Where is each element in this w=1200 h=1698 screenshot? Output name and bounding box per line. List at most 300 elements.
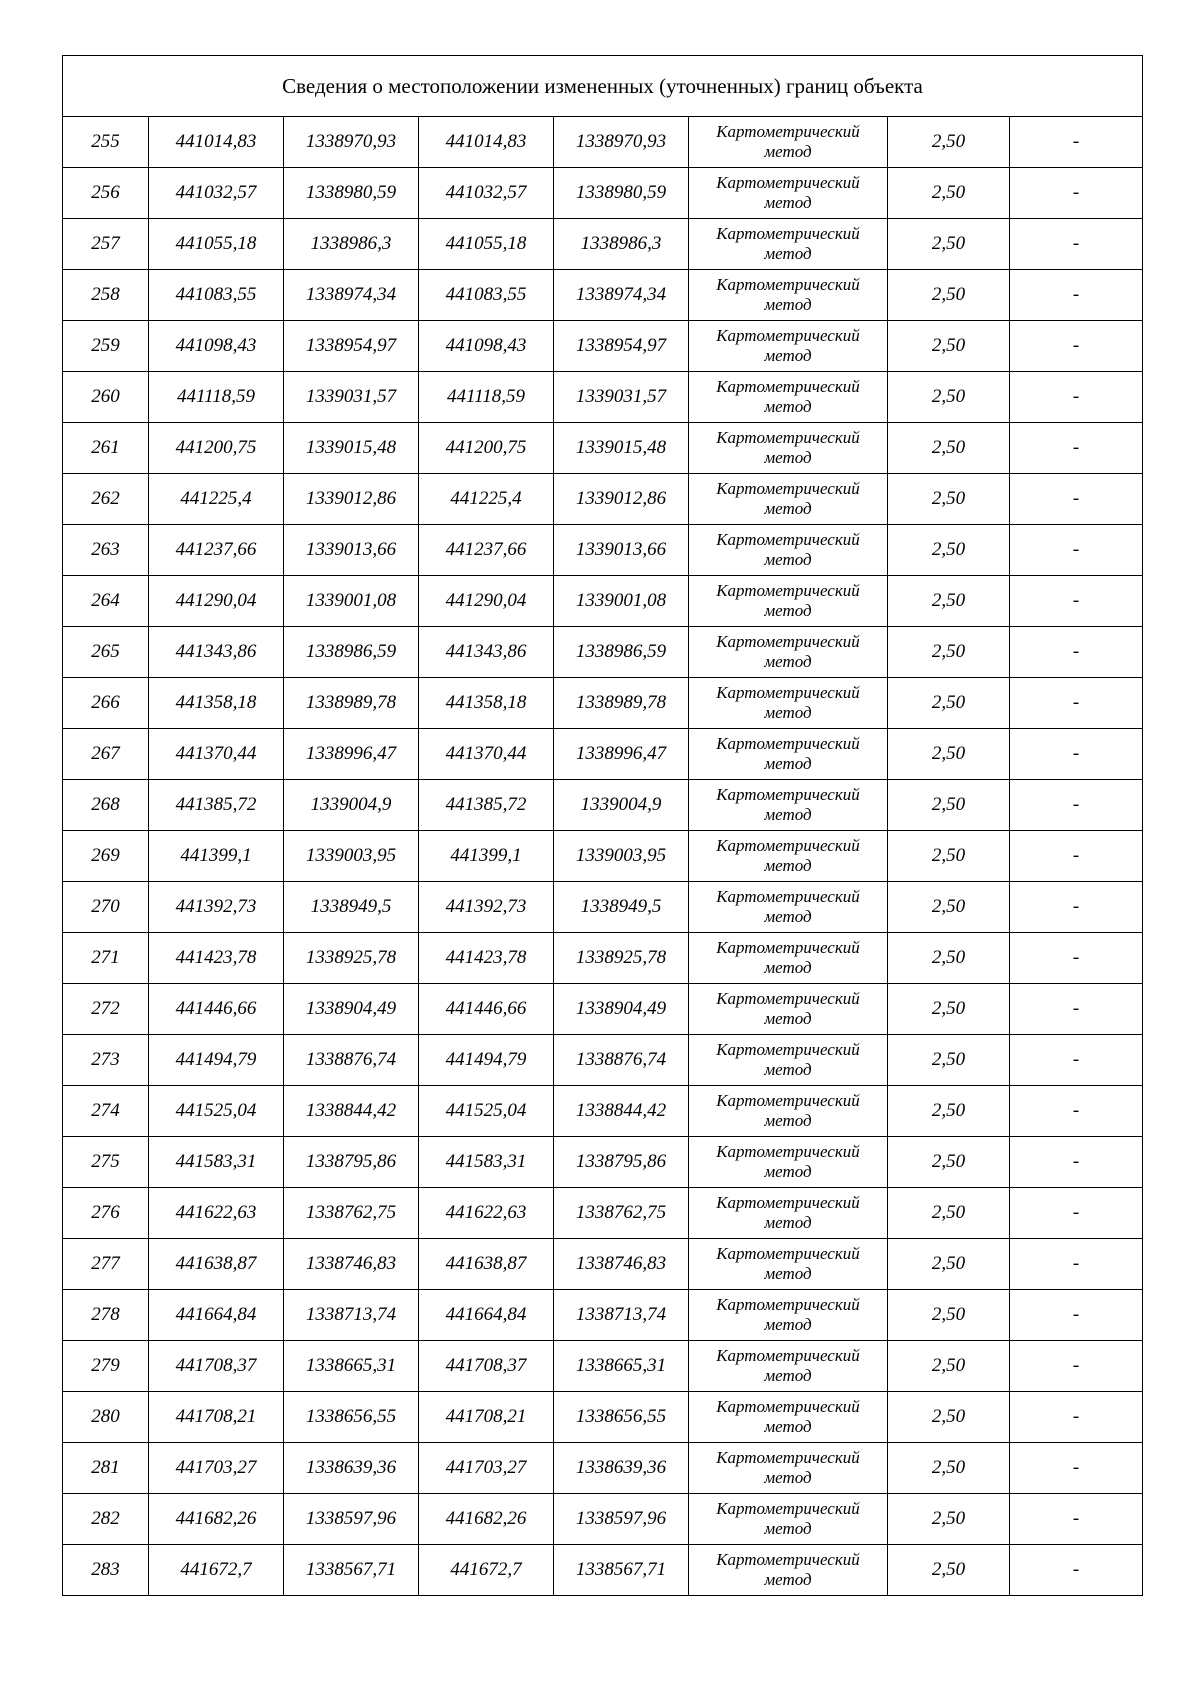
- table-row: [63, 1239, 1143, 1290]
- point-number-cell: 280: [63, 1392, 149, 1443]
- point-number-cell: 271: [63, 933, 149, 984]
- method-label-line1: Картометрический: [716, 989, 860, 1008]
- point-number-cell: 276: [63, 1188, 149, 1239]
- note-cell: -: [1010, 627, 1143, 678]
- accuracy-cell: 2,50: [888, 1137, 1010, 1188]
- accuracy-cell: 2,50: [888, 882, 1010, 933]
- existing-x-cell: 441525,04: [149, 1086, 284, 1137]
- existing-y-cell: 1338665,31: [284, 1341, 419, 1392]
- method-label-line1: Картометрический: [716, 1499, 860, 1518]
- note-cell: -: [1010, 1086, 1143, 1137]
- existing-x-cell: 441423,78: [149, 933, 284, 984]
- existing-x-cell: 441708,37: [149, 1341, 284, 1392]
- accuracy-cell: 2,50: [888, 1392, 1010, 1443]
- table-row: [63, 576, 1143, 627]
- method-label-line2: метод: [764, 1111, 812, 1130]
- existing-x-cell: 441118,59: [149, 372, 284, 423]
- method-label-line2: метод: [764, 958, 812, 977]
- refined-y-cell: 1339004,9: [554, 780, 689, 831]
- note-cell: -: [1010, 219, 1143, 270]
- table-row: [63, 474, 1143, 525]
- accuracy-cell: 2,50: [888, 1545, 1010, 1596]
- table-row: [63, 270, 1143, 321]
- point-number-cell: 269: [63, 831, 149, 882]
- existing-y-cell: 1338795,86: [284, 1137, 419, 1188]
- method-cell: [689, 831, 888, 882]
- refined-x-cell: 441622,63: [419, 1188, 554, 1239]
- refined-y-cell: 1338986,3: [554, 219, 689, 270]
- existing-x-cell: 441664,84: [149, 1290, 284, 1341]
- existing-x-cell: 441392,73: [149, 882, 284, 933]
- method-cell: [689, 1290, 888, 1341]
- refined-y-cell: 1338639,36: [554, 1443, 689, 1494]
- accuracy-cell: 2,50: [888, 627, 1010, 678]
- refined-x-cell: 441032,57: [419, 168, 554, 219]
- point-number-cell: 262: [63, 474, 149, 525]
- existing-y-cell: 1338986,3: [284, 219, 419, 270]
- existing-x-cell: 441399,1: [149, 831, 284, 882]
- existing-y-cell: 1338949,5: [284, 882, 419, 933]
- existing-x-cell: 441014,83: [149, 117, 284, 168]
- accuracy-cell: 2,50: [888, 1239, 1010, 1290]
- existing-y-cell: 1339003,95: [284, 831, 419, 882]
- method-label-line1: Картометрический: [716, 326, 860, 345]
- table-header: Сведения о местоположении измененных (уточненных) границ объекта: [63, 56, 1143, 117]
- refined-x-cell: 441682,26: [419, 1494, 554, 1545]
- point-number-cell: 282: [63, 1494, 149, 1545]
- method-label-line2: метод: [764, 1264, 812, 1283]
- existing-x-cell: 441703,27: [149, 1443, 284, 1494]
- refined-x-cell: 441392,73: [419, 882, 554, 933]
- refined-y-cell: 1338844,42: [554, 1086, 689, 1137]
- point-number-cell: 255: [63, 117, 149, 168]
- table-row: [63, 1137, 1143, 1188]
- note-cell: -: [1010, 831, 1143, 882]
- refined-x-cell: 441399,1: [419, 831, 554, 882]
- refined-y-cell: 1339003,95: [554, 831, 689, 882]
- method-label-line1: Картометрический: [716, 173, 860, 192]
- document-page: [62, 55, 1142, 1596]
- note-cell: -: [1010, 1290, 1143, 1341]
- note-cell: -: [1010, 882, 1143, 933]
- method-label-line2: метод: [764, 1162, 812, 1181]
- method-label-line1: Картометрический: [716, 377, 860, 396]
- method-cell: [689, 678, 888, 729]
- method-cell: [689, 780, 888, 831]
- method-label-line2: метод: [764, 652, 812, 671]
- existing-y-cell: 1338597,96: [284, 1494, 419, 1545]
- method-label-line2: метод: [764, 193, 812, 212]
- accuracy-cell: 2,50: [888, 678, 1010, 729]
- method-cell: [689, 1137, 888, 1188]
- refined-y-cell: 1338762,75: [554, 1188, 689, 1239]
- accuracy-cell: 2,50: [888, 576, 1010, 627]
- method-cell: [689, 219, 888, 270]
- note-cell: -: [1010, 270, 1143, 321]
- point-number-cell: 283: [63, 1545, 149, 1596]
- method-label-line2: метод: [764, 805, 812, 824]
- method-cell: [689, 1392, 888, 1443]
- method-label-line2: метод: [764, 601, 812, 620]
- refined-y-cell: 1338989,78: [554, 678, 689, 729]
- accuracy-cell: 2,50: [888, 1290, 1010, 1341]
- existing-x-cell: 441446,66: [149, 984, 284, 1035]
- refined-x-cell: 441200,75: [419, 423, 554, 474]
- accuracy-cell: 2,50: [888, 474, 1010, 525]
- refined-y-cell: 1338949,5: [554, 882, 689, 933]
- point-number-cell: 279: [63, 1341, 149, 1392]
- existing-x-cell: 441343,86: [149, 627, 284, 678]
- accuracy-cell: 2,50: [888, 1086, 1010, 1137]
- method-label-line1: Картометрический: [716, 683, 860, 702]
- method-label-line1: Картометрический: [716, 1448, 860, 1467]
- table-row: [63, 117, 1143, 168]
- note-cell: -: [1010, 423, 1143, 474]
- existing-y-cell: 1338639,36: [284, 1443, 419, 1494]
- existing-x-cell: 441032,57: [149, 168, 284, 219]
- table-row: [63, 882, 1143, 933]
- table-row: [63, 1392, 1143, 1443]
- refined-x-cell: 441385,72: [419, 780, 554, 831]
- existing-x-cell: 441055,18: [149, 219, 284, 270]
- point-number-cell: 259: [63, 321, 149, 372]
- existing-y-cell: 1339031,57: [284, 372, 419, 423]
- method-cell: [689, 627, 888, 678]
- method-label-line2: метод: [764, 295, 812, 314]
- existing-y-cell: 1338904,49: [284, 984, 419, 1035]
- method-label-line2: метод: [764, 244, 812, 263]
- refined-x-cell: 441423,78: [419, 933, 554, 984]
- refined-x-cell: 441494,79: [419, 1035, 554, 1086]
- note-cell: -: [1010, 576, 1143, 627]
- existing-x-cell: 441385,72: [149, 780, 284, 831]
- note-cell: -: [1010, 678, 1143, 729]
- refined-y-cell: 1338876,74: [554, 1035, 689, 1086]
- table-row: [63, 168, 1143, 219]
- accuracy-cell: 2,50: [888, 780, 1010, 831]
- method-label-line2: метод: [764, 550, 812, 569]
- method-label-line1: Картометрический: [716, 1346, 860, 1365]
- existing-x-cell: 441583,31: [149, 1137, 284, 1188]
- table-row: [63, 423, 1143, 474]
- method-label-line1: Картометрический: [716, 836, 860, 855]
- refined-y-cell: 1338980,59: [554, 168, 689, 219]
- existing-y-cell: 1338980,59: [284, 168, 419, 219]
- point-number-cell: 267: [63, 729, 149, 780]
- method-cell: [689, 1188, 888, 1239]
- note-cell: -: [1010, 780, 1143, 831]
- existing-y-cell: 1338974,34: [284, 270, 419, 321]
- note-cell: -: [1010, 1341, 1143, 1392]
- refined-y-cell: 1339013,66: [554, 525, 689, 576]
- accuracy-cell: 2,50: [888, 1035, 1010, 1086]
- method-label-line1: Картометрический: [716, 938, 860, 957]
- existing-y-cell: 1338989,78: [284, 678, 419, 729]
- refined-y-cell: 1338996,47: [554, 729, 689, 780]
- point-number-cell: 278: [63, 1290, 149, 1341]
- note-cell: -: [1010, 984, 1143, 1035]
- note-cell: -: [1010, 1545, 1143, 1596]
- accuracy-cell: 2,50: [888, 525, 1010, 576]
- table-row: [63, 1443, 1143, 1494]
- table-row: [63, 627, 1143, 678]
- method-label-line2: метод: [764, 703, 812, 722]
- table-row: [63, 1086, 1143, 1137]
- point-number-cell: 268: [63, 780, 149, 831]
- point-number-cell: 274: [63, 1086, 149, 1137]
- table-row: [63, 1341, 1143, 1392]
- method-cell: [689, 984, 888, 1035]
- refined-y-cell: 1338713,74: [554, 1290, 689, 1341]
- table-row: [63, 1494, 1143, 1545]
- existing-x-cell: 441083,55: [149, 270, 284, 321]
- accuracy-cell: 2,50: [888, 933, 1010, 984]
- table-row: [63, 831, 1143, 882]
- method-label-line1: Картометрический: [716, 428, 860, 447]
- method-cell: [689, 729, 888, 780]
- point-number-cell: 266: [63, 678, 149, 729]
- refined-y-cell: 1338795,86: [554, 1137, 689, 1188]
- method-label-line2: метод: [764, 907, 812, 926]
- method-label-line2: метод: [764, 142, 812, 161]
- point-number-cell: 273: [63, 1035, 149, 1086]
- method-cell: [689, 525, 888, 576]
- refined-y-cell: 1338954,97: [554, 321, 689, 372]
- existing-x-cell: 441672,7: [149, 1545, 284, 1596]
- existing-y-cell: 1338954,97: [284, 321, 419, 372]
- method-label-line1: Картометрический: [716, 122, 860, 141]
- method-cell: [689, 1086, 888, 1137]
- method-label-line2: метод: [764, 448, 812, 467]
- method-cell: [689, 1545, 888, 1596]
- method-label-line2: метод: [764, 397, 812, 416]
- existing-x-cell: 441290,04: [149, 576, 284, 627]
- existing-y-cell: 1338986,59: [284, 627, 419, 678]
- table-row: [63, 372, 1143, 423]
- point-number-cell: 261: [63, 423, 149, 474]
- refined-y-cell: 1338597,96: [554, 1494, 689, 1545]
- method-label-line1: Картометрический: [716, 1091, 860, 1110]
- existing-y-cell: 1339001,08: [284, 576, 419, 627]
- refined-y-cell: 1338904,49: [554, 984, 689, 1035]
- method-label-line1: Картометрический: [716, 479, 860, 498]
- accuracy-cell: 2,50: [888, 1443, 1010, 1494]
- refined-x-cell: 441525,04: [419, 1086, 554, 1137]
- method-cell: [689, 168, 888, 219]
- note-cell: -: [1010, 1188, 1143, 1239]
- point-number-cell: 258: [63, 270, 149, 321]
- existing-y-cell: 1339004,9: [284, 780, 419, 831]
- note-cell: -: [1010, 474, 1143, 525]
- accuracy-cell: 2,50: [888, 1494, 1010, 1545]
- existing-x-cell: 441682,26: [149, 1494, 284, 1545]
- note-cell: -: [1010, 372, 1143, 423]
- method-cell: [689, 423, 888, 474]
- method-cell: [689, 1239, 888, 1290]
- accuracy-cell: 2,50: [888, 321, 1010, 372]
- method-label-line2: метод: [764, 1213, 812, 1232]
- method-cell: [689, 474, 888, 525]
- refined-x-cell: 441098,43: [419, 321, 554, 372]
- existing-x-cell: 441370,44: [149, 729, 284, 780]
- existing-y-cell: 1338567,71: [284, 1545, 419, 1596]
- point-number-cell: 277: [63, 1239, 149, 1290]
- method-label-line2: метод: [764, 754, 812, 773]
- refined-y-cell: 1338970,93: [554, 117, 689, 168]
- point-number-cell: 257: [63, 219, 149, 270]
- method-label-line2: метод: [764, 1519, 812, 1538]
- table-row: [63, 678, 1143, 729]
- note-cell: -: [1010, 1239, 1143, 1290]
- method-cell: [689, 1494, 888, 1545]
- table-row: [63, 1035, 1143, 1086]
- method-label-line2: метод: [764, 856, 812, 875]
- method-cell: [689, 321, 888, 372]
- note-cell: -: [1010, 729, 1143, 780]
- existing-x-cell: 441638,87: [149, 1239, 284, 1290]
- existing-y-cell: 1338746,83: [284, 1239, 419, 1290]
- existing-y-cell: 1339015,48: [284, 423, 419, 474]
- note-cell: -: [1010, 1443, 1143, 1494]
- refined-x-cell: 441014,83: [419, 117, 554, 168]
- refined-y-cell: 1338656,55: [554, 1392, 689, 1443]
- method-label-line1: Картометрический: [716, 887, 860, 906]
- method-label-line2: метод: [764, 1366, 812, 1385]
- accuracy-cell: 2,50: [888, 1341, 1010, 1392]
- existing-y-cell: 1338925,78: [284, 933, 419, 984]
- method-cell: [689, 1035, 888, 1086]
- method-label-line1: Картометрический: [716, 581, 860, 600]
- refined-x-cell: 441638,87: [419, 1239, 554, 1290]
- refined-x-cell: 441237,66: [419, 525, 554, 576]
- refined-x-cell: 441290,04: [419, 576, 554, 627]
- accuracy-cell: 2,50: [888, 831, 1010, 882]
- method-label-line2: метод: [764, 1468, 812, 1487]
- accuracy-cell: 2,50: [888, 117, 1010, 168]
- method-label-line1: Картометрический: [716, 1142, 860, 1161]
- method-cell: [689, 1341, 888, 1392]
- existing-y-cell: 1339013,66: [284, 525, 419, 576]
- point-number-cell: 260: [63, 372, 149, 423]
- table-row: [63, 729, 1143, 780]
- refined-x-cell: 441708,21: [419, 1392, 554, 1443]
- method-label-line1: Картометрический: [716, 224, 860, 243]
- existing-x-cell: 441225,4: [149, 474, 284, 525]
- method-label-line1: Картометрический: [716, 1040, 860, 1059]
- point-number-cell: 265: [63, 627, 149, 678]
- refined-x-cell: 441672,7: [419, 1545, 554, 1596]
- refined-x-cell: 441583,31: [419, 1137, 554, 1188]
- method-cell: [689, 117, 888, 168]
- table-row: [63, 984, 1143, 1035]
- refined-y-cell: 1339012,86: [554, 474, 689, 525]
- table-row: [63, 1188, 1143, 1239]
- table-row: [63, 780, 1143, 831]
- table-row: [63, 321, 1143, 372]
- table-row: [63, 1290, 1143, 1341]
- table-row: [63, 219, 1143, 270]
- existing-x-cell: 441200,75: [149, 423, 284, 474]
- refined-x-cell: 441703,27: [419, 1443, 554, 1494]
- boundary-coordinates-table: [62, 55, 1143, 1596]
- refined-y-cell: 1338746,83: [554, 1239, 689, 1290]
- existing-y-cell: 1338996,47: [284, 729, 419, 780]
- method-cell: [689, 576, 888, 627]
- refined-x-cell: 441118,59: [419, 372, 554, 423]
- refined-y-cell: 1338974,34: [554, 270, 689, 321]
- refined-x-cell: 441664,84: [419, 1290, 554, 1341]
- table-row: [63, 1545, 1143, 1596]
- method-label-line1: Картометрический: [716, 632, 860, 651]
- note-cell: -: [1010, 1494, 1143, 1545]
- existing-x-cell: 441622,63: [149, 1188, 284, 1239]
- note-cell: -: [1010, 1137, 1143, 1188]
- refined-x-cell: 441708,37: [419, 1341, 554, 1392]
- existing-y-cell: 1338713,74: [284, 1290, 419, 1341]
- method-cell: [689, 933, 888, 984]
- method-label-line1: Картометрический: [716, 530, 860, 549]
- point-number-cell: 264: [63, 576, 149, 627]
- refined-y-cell: 1339001,08: [554, 576, 689, 627]
- existing-y-cell: 1338876,74: [284, 1035, 419, 1086]
- existing-y-cell: 1338656,55: [284, 1392, 419, 1443]
- refined-x-cell: 441225,4: [419, 474, 554, 525]
- method-label-line2: метод: [764, 1570, 812, 1589]
- existing-x-cell: 441098,43: [149, 321, 284, 372]
- refined-y-cell: 1338665,31: [554, 1341, 689, 1392]
- refined-y-cell: 1339031,57: [554, 372, 689, 423]
- table-row: [63, 525, 1143, 576]
- accuracy-cell: 2,50: [888, 168, 1010, 219]
- method-cell: [689, 882, 888, 933]
- existing-y-cell: 1339012,86: [284, 474, 419, 525]
- accuracy-cell: 2,50: [888, 270, 1010, 321]
- refined-x-cell: 441083,55: [419, 270, 554, 321]
- table-row: [63, 933, 1143, 984]
- existing-y-cell: 1338762,75: [284, 1188, 419, 1239]
- method-cell: [689, 1443, 888, 1494]
- refined-x-cell: 441370,44: [419, 729, 554, 780]
- method-cell: [689, 372, 888, 423]
- point-number-cell: 270: [63, 882, 149, 933]
- accuracy-cell: 2,50: [888, 423, 1010, 474]
- method-label-line1: Картометрический: [716, 1244, 860, 1263]
- method-label-line1: Картометрический: [716, 1397, 860, 1416]
- method-label-line2: метод: [764, 1417, 812, 1436]
- existing-x-cell: 441494,79: [149, 1035, 284, 1086]
- note-cell: -: [1010, 933, 1143, 984]
- accuracy-cell: 2,50: [888, 729, 1010, 780]
- method-label-line2: метод: [764, 1060, 812, 1079]
- note-cell: -: [1010, 1035, 1143, 1086]
- method-label-line2: метод: [764, 1009, 812, 1028]
- point-number-cell: 275: [63, 1137, 149, 1188]
- method-label-line2: метод: [764, 1315, 812, 1334]
- existing-y-cell: 1338844,42: [284, 1086, 419, 1137]
- refined-x-cell: 441446,66: [419, 984, 554, 1035]
- method-label-line1: Картометрический: [716, 1295, 860, 1314]
- accuracy-cell: 2,50: [888, 372, 1010, 423]
- method-cell: [689, 270, 888, 321]
- accuracy-cell: 2,50: [888, 1188, 1010, 1239]
- method-label-line1: Картометрический: [716, 734, 860, 753]
- point-number-cell: 263: [63, 525, 149, 576]
- accuracy-cell: 2,50: [888, 219, 1010, 270]
- method-label-line2: метод: [764, 346, 812, 365]
- refined-x-cell: 441055,18: [419, 219, 554, 270]
- refined-y-cell: 1339015,48: [554, 423, 689, 474]
- refined-x-cell: 441358,18: [419, 678, 554, 729]
